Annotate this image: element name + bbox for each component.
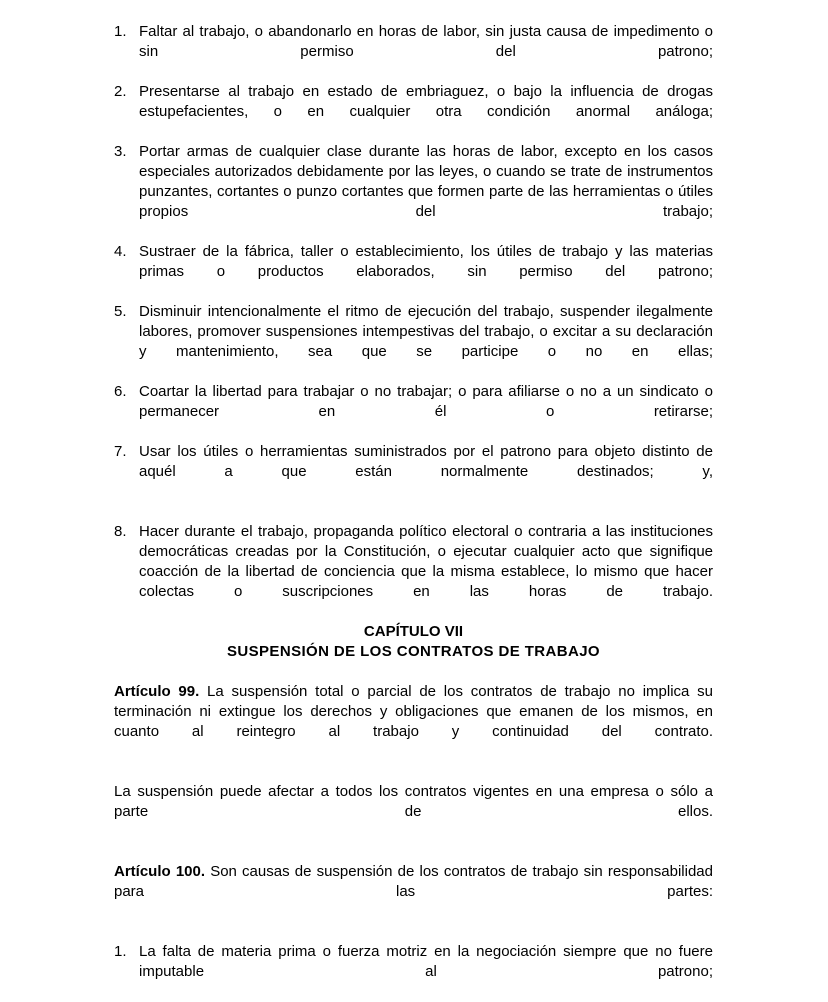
chapter-title-heading: SUSPENSIÓN DE LOS CONTRATOS DE TRABAJO [226,643,601,660]
list-item [114,142,713,242]
paragraph-text: Son causas de suspensión de los contratos de trabajo sin responsabilidad para las partes: [114,863,713,900]
list-item-text: La falta de materia prima o fuerza motriz en la negociación siempre que no fuere imputable al patrono; [139,943,713,980]
list-item [114,302,713,382]
article-label: Artículo 99. [114,683,200,700]
article-label: Artículo 100. [114,863,206,880]
paragraph-text: La suspensión puede afectar a todos los contratos vigentes en una empresa o sólo a parte de ellos. [114,783,713,820]
list-item-marker: 1. [114,943,127,960]
list-item-text: Sustraer de la fábrica, taller o establecimiento, los útiles de trabajo y las materias primas o productos elaborados, sin permiso del patrono; [139,243,713,280]
list-item-text: Portar armas de cualquier clase durante las horas de labor, excepto en los casos especiales autorizados debidamente por las leyes, o cuando se trate de instrumentos punzantes, cortantes o punzo cortantes que formen parte de las herramientas o útiles propios del trabajo; [139,143,713,220]
article-100-paragraph [114,862,713,922]
paragraph-text: La suspensión total o parcial de los contratos de trabajo no implica su terminación ni extingue los derechos y obligaciones que emanen de los mismos, en cuanto al reintegro al trabajo y continuidad del contrato. [114,683,714,740]
document-content [114,22,713,1002]
list-item-marker: 2. [114,83,127,100]
suspension-causes-list [114,942,713,1002]
list-item-marker: 3. [114,143,127,160]
list-item-text: Coartar la libertad para trabajar o no trabajar; o para afiliarse o no a un sindicato o permanecer en él o retirarse; [139,383,713,420]
list-item [114,942,713,1002]
list-item-text: Disminuir intencionalmente el ritmo de ejecución del trabajo, suspender ilegalmente labores, promover suspensiones intempestivas del trabajo, o excitar a su declaración y mantenimiento, sea que se participe o no en ellas; [139,303,713,360]
list-item [114,442,713,502]
list-item-marker: 6. [114,383,127,400]
list-item-text: Presentarse al trabajo en estado de embriaguez, o bajo la influencia de drogas estupefacientes, o en cualquier otra condición anormal análoga; [139,83,713,120]
list-item-marker: 5. [114,303,127,320]
list-item-marker: 8. [114,523,127,540]
list-item [114,382,713,442]
article-99-second-paragraph [114,782,713,842]
list-item [114,82,713,142]
prohibitions-list [114,22,713,622]
list-item-text: Hacer durante el trabajo, propaganda político electoral o contraria a las instituciones democráticas creadas por la Constitución, o ejecutar cualquier acto que signifique coacción de la libertad de conciencia que la misma establece, lo mismo que hacer colectas o suscripciones en las horas de trabajo. [139,523,713,600]
article-99-paragraph [114,682,713,762]
list-item [114,242,713,302]
chapter-number-heading: CAPÍTULO VII [363,623,464,640]
list-item-marker: 7. [114,443,127,460]
list-item-marker: 4. [114,243,127,260]
list-item-marker: 1. [114,23,127,40]
list-item-text: Faltar al trabajo, o abandonarlo en horas de labor, sin justa causa de impedimento o sin permiso del patrono; [139,23,713,60]
list-item [114,22,713,82]
list-item-text: Usar los útiles o herramientas suministrados por el patrono para objeto distinto de aquél a que están normalmente destinados; y, [139,443,713,480]
list-item [114,522,713,622]
